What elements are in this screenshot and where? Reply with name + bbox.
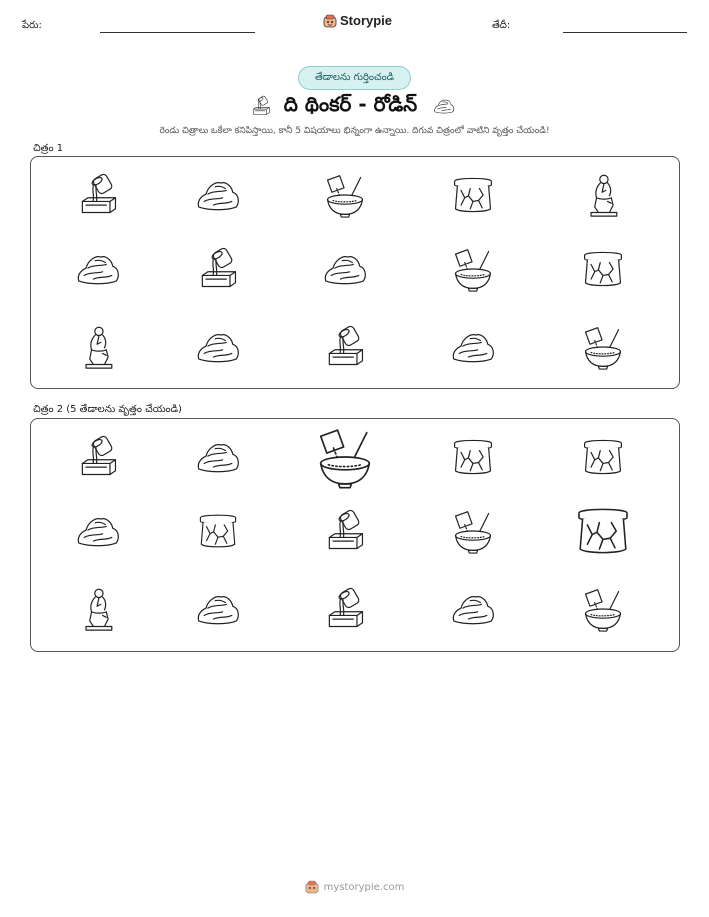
footer-site: mystorypie.com: [323, 881, 405, 893]
pouring-icon: [195, 246, 241, 292]
pouring-icon[interactable]: [322, 586, 368, 632]
thinker-statue-icon: [580, 172, 626, 218]
thinker-statue-icon: [75, 324, 121, 370]
stone-block-icon: [450, 172, 496, 218]
clay-mound-icon[interactable]: [195, 434, 241, 480]
mixing-bowl-icon[interactable]: [313, 425, 377, 489]
picture2-label: చిత్రం 2 (5 తేడాలను వృత్తం చేయండి): [33, 404, 182, 415]
page-title: ది థింకర్ - రోడిన్: [283, 91, 418, 116]
picture2-panel[interactable]: [30, 418, 680, 652]
clay-mound-icon: [322, 246, 368, 292]
stone-block-icon[interactable]: [450, 434, 496, 480]
brand-name: Storypie: [340, 13, 393, 28]
pouring-icon: [250, 93, 272, 119]
mixing-bowl-icon[interactable]: [450, 508, 496, 554]
name-line[interactable]: [100, 32, 255, 33]
clay-mound-icon: [429, 95, 459, 117]
pouring-icon: [322, 324, 368, 370]
picture1-panel: [30, 156, 680, 389]
clay-mound-icon: [195, 172, 241, 218]
activity-badge: తేడాలను గుర్తించండి: [298, 66, 411, 90]
pouring-icon: [75, 172, 121, 218]
pouring-icon[interactable]: [75, 434, 121, 480]
storypie-mascot-icon: [305, 880, 319, 894]
storypie-mascot-icon: [323, 14, 337, 28]
clay-mound-icon[interactable]: [450, 586, 496, 632]
title-row: [0, 90, 709, 122]
clay-mound-icon: [195, 324, 241, 370]
clay-mound-icon[interactable]: [75, 508, 121, 554]
date-label: తేదీ:: [492, 20, 511, 31]
stone-block-icon[interactable]: [580, 434, 626, 480]
mixing-bowl-icon: [580, 324, 626, 370]
name-label: పేరు:: [22, 20, 42, 31]
mixing-bowl-icon: [322, 172, 368, 218]
stone-block-icon[interactable]: [573, 501, 633, 561]
brand-logo: [323, 13, 392, 28]
mixing-bowl-icon: [450, 246, 496, 292]
clay-mound-icon: [75, 246, 121, 292]
instructions: రెండు చిత్రాలు ఒకేలా కనిపిస్తాయి, కానీ 5 విషయాలు భిన్నంగా ఉన్నాయి. దిగువ చిత్రంలో వాటిని వృత్తం చేయండి!: [159, 126, 550, 136]
stone-block-icon[interactable]: [196, 509, 240, 553]
clay-mound-icon[interactable]: [195, 586, 241, 632]
picture1-label: చిత్రం 1: [33, 143, 64, 154]
date-line[interactable]: [563, 32, 687, 33]
mixing-bowl-icon[interactable]: [580, 586, 626, 632]
clay-mound-icon: [450, 324, 496, 370]
thinker-statue-icon[interactable]: [75, 586, 121, 632]
footer: [0, 880, 709, 894]
stone-block-icon: [580, 246, 626, 292]
pouring-icon[interactable]: [322, 508, 368, 554]
